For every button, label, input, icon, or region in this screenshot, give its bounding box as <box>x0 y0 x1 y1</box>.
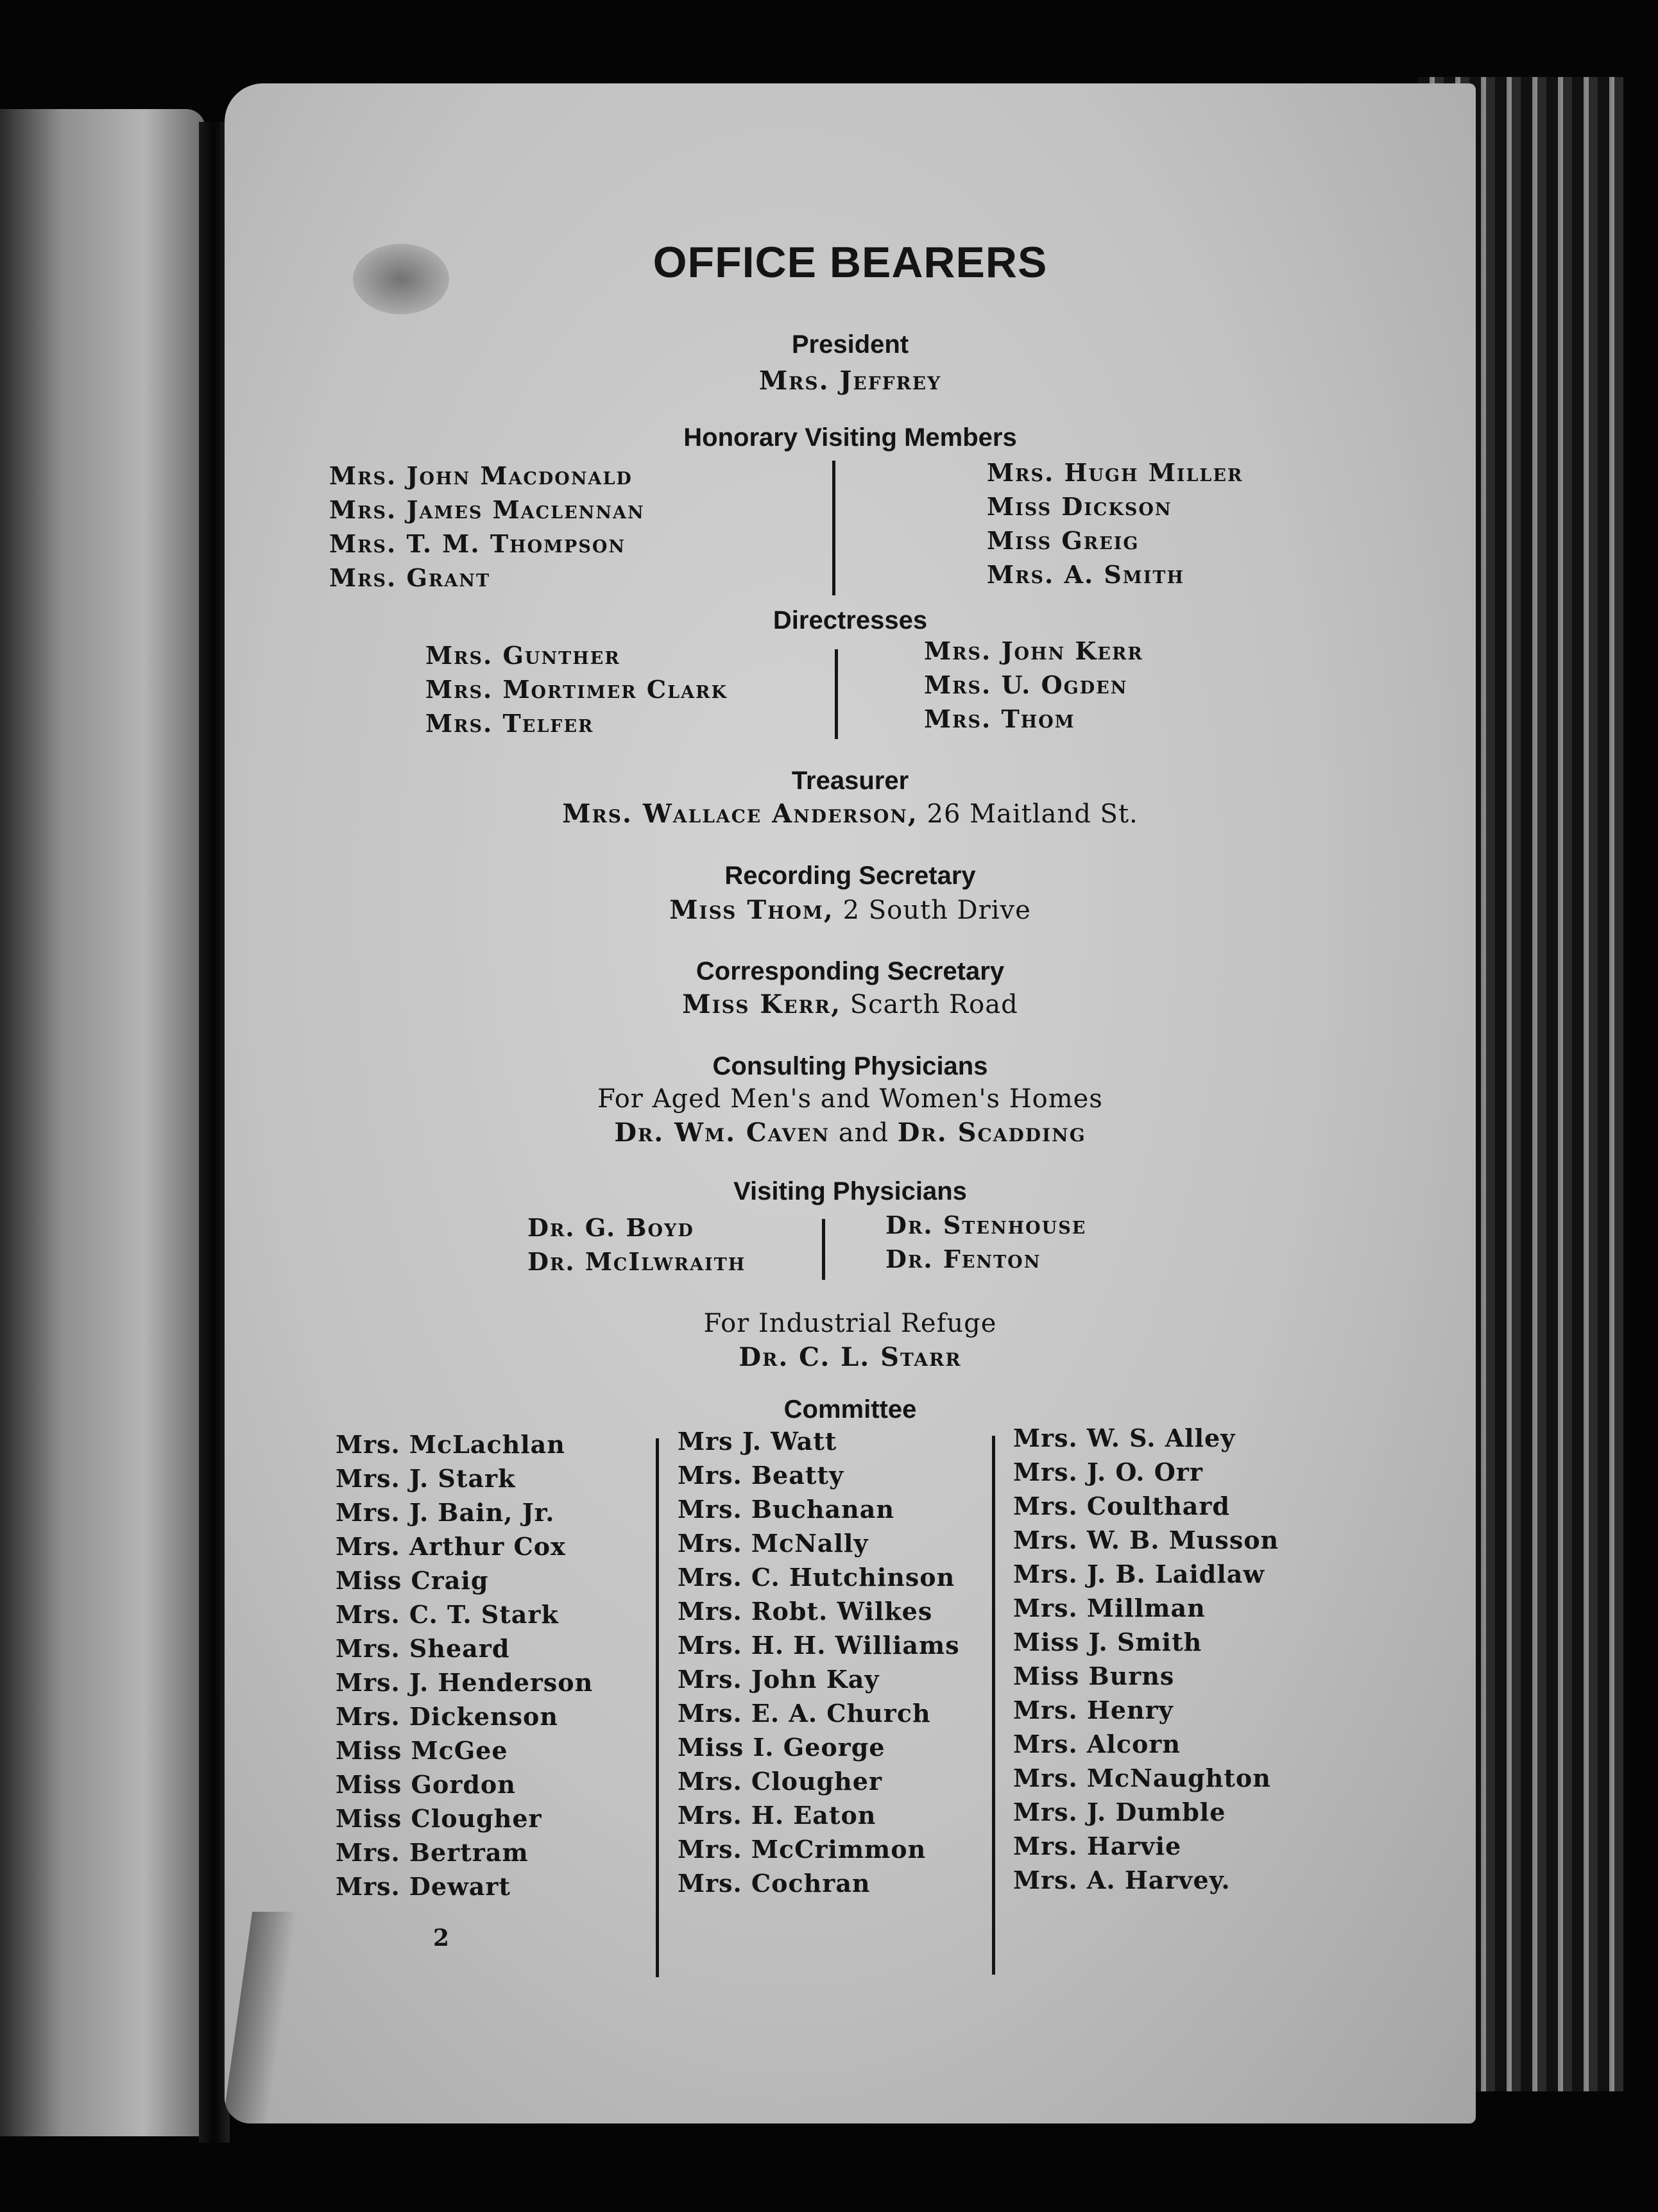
president-name: Mrs. Jeffrey <box>758 366 942 396</box>
list-item: Mrs. H. H. Williams <box>678 1631 960 1660</box>
recording-secretary-address: 2 South Drive <box>842 896 1031 925</box>
list-item: Mrs. J. Henderson <box>336 1668 594 1697</box>
list-item: Mrs. Henry <box>1013 1696 1174 1724</box>
page-number: 2 <box>433 1925 450 1952</box>
list-item: Mrs. J. Dumble <box>1013 1798 1226 1826</box>
list-item: Mrs. J. Stark <box>336 1464 516 1493</box>
list-item: Mrs. W. S. Alley <box>1013 1424 1236 1452</box>
list-item: Dr. McIlwraith <box>527 1247 746 1276</box>
list-item: Mrs. U. Ogden <box>924 670 1128 699</box>
list-item: Mrs. John Macdonald <box>329 461 633 490</box>
consulting-physicians-names <box>225 1118 1476 1148</box>
list-item: Mrs. J. B. Laidlaw <box>1013 1560 1265 1588</box>
list-item: Mrs. Sheard <box>336 1634 510 1663</box>
list-item: Miss Burns <box>1013 1662 1175 1690</box>
list-item: Mrs. A. Harvey. <box>1013 1866 1231 1894</box>
list-item: Mrs. T. M. Thompson <box>329 529 626 558</box>
directresses-right-list <box>924 634 1143 736</box>
list-item: Mrs. Dewart <box>336 1872 511 1901</box>
list-item: Mrs. McLachlan <box>336 1430 565 1459</box>
list-item: Mrs. J. Bain, Jr. <box>336 1498 555 1527</box>
committee-heading: Committee <box>783 1395 917 1424</box>
list-item: Dr. Fenton <box>885 1245 1041 1273</box>
list-item: Miss Dickson <box>987 492 1172 521</box>
honorary-heading: Honorary Visiting Members <box>683 423 1017 452</box>
recording-secretary-heading: Recording Secretary <box>724 862 976 890</box>
list-item: Mrs. Millman <box>1013 1594 1206 1622</box>
column-divider <box>835 649 838 739</box>
list-item: Mrs. John Kay <box>678 1665 880 1694</box>
list-item: Mrs. McCrimmon <box>678 1835 927 1864</box>
column-divider <box>656 1438 659 1977</box>
document-page <box>225 83 1476 2123</box>
list-item: Mrs. Arthur Cox <box>336 1532 566 1561</box>
consulting-physicians-heading: Consulting Physicians <box>712 1052 988 1080</box>
consulting-physicians-conj: and <box>838 1118 889 1148</box>
list-item: Mrs. Mortimer Clark <box>425 675 728 704</box>
list-item: Mrs. Alcorn <box>1013 1730 1181 1758</box>
treasurer-address: 26 Maitland St. <box>927 799 1138 829</box>
list-item: Mrs. Hugh Miller <box>987 458 1244 487</box>
list-item: Mrs. J. O. Orr <box>1013 1458 1203 1486</box>
list-item: Mrs. Telfer <box>425 709 594 738</box>
treasurer-name: Mrs. Wallace Anderson, <box>562 799 918 829</box>
directresses-left-list <box>425 638 728 740</box>
honorary-right-list <box>987 455 1243 591</box>
list-item: Mrs J. Watt <box>678 1427 837 1456</box>
page-title: OFFICE BEARERS <box>653 238 1048 287</box>
president-heading: President <box>791 330 909 359</box>
corresponding-secretary-line <box>225 989 1476 1019</box>
refuge-note: For Industrial Refuge <box>703 1309 997 1338</box>
list-item: Mrs. Dickenson <box>336 1702 558 1731</box>
consulting-physicians-note: For Aged Men's and Women's Homes <box>597 1084 1103 1114</box>
list-item: Mrs. Thom <box>924 704 1075 733</box>
list-item: Mrs. Clougher <box>678 1767 882 1796</box>
list-item: Mrs. Gunther <box>425 641 620 670</box>
page-stain <box>225 1912 297 2123</box>
list-item: Miss McGee <box>336 1736 508 1765</box>
list-item: Mrs. Beatty <box>678 1461 844 1490</box>
list-item: Mrs. Harvie <box>1013 1832 1182 1860</box>
treasurer-heading: Treasurer <box>791 767 909 795</box>
corresponding-secretary-address: Scarth Road <box>850 990 1018 1019</box>
committee-col-2 <box>678 1424 960 1900</box>
list-item: Mrs. E. A. Church <box>678 1699 931 1728</box>
directresses-heading: Directresses <box>773 606 928 634</box>
visiting-physicians-heading: Visiting Physicians <box>733 1177 967 1205</box>
list-item: Mrs. Grant <box>329 563 491 592</box>
list-item: Miss J. Smith <box>1013 1628 1202 1656</box>
facing-page <box>0 109 205 2136</box>
list-item: Mrs. C. Hutchinson <box>678 1563 955 1592</box>
list-item: Miss I. George <box>678 1733 885 1762</box>
list-item: Mrs. Coulthard <box>1013 1492 1230 1520</box>
visiting-physicians-left-list <box>527 1211 746 1279</box>
list-item: Mrs. Robt. Wilkes <box>678 1597 933 1626</box>
list-item: Mrs. A. Smith <box>987 560 1184 589</box>
list-item: Miss Greig <box>987 526 1140 555</box>
list-item: Mrs. Buchanan <box>678 1495 894 1524</box>
list-item: Miss Craig <box>336 1566 489 1595</box>
list-item: Mrs. C. T. Stark <box>336 1600 559 1629</box>
list-item: Mrs. Bertram <box>336 1838 529 1867</box>
committee-col-3 <box>1013 1421 1279 1897</box>
list-item: Mrs. McNaughton <box>1013 1764 1271 1792</box>
visiting-physicians-right-list <box>885 1208 1086 1276</box>
column-divider <box>822 1219 825 1280</box>
list-item: Mrs. W. B. Musson <box>1013 1526 1279 1554</box>
refuge-physician: Dr. C. L. Starr <box>739 1342 962 1372</box>
list-item: Dr. Stenhouse <box>885 1211 1087 1239</box>
corresponding-secretary-heading: Corresponding Secretary <box>696 957 1005 985</box>
honorary-left-list <box>329 459 645 595</box>
recording-secretary-line <box>225 895 1476 925</box>
column-divider <box>992 1436 995 1975</box>
treasurer-line <box>225 799 1476 829</box>
list-item: Miss Gordon <box>336 1770 516 1799</box>
consulting-physician-2: Dr. Scadding <box>897 1118 1086 1148</box>
list-item: Mrs. James Maclennan <box>329 495 645 524</box>
column-divider <box>832 461 835 595</box>
list-item: Dr. G. Boyd <box>527 1213 694 1242</box>
corresponding-secretary-name: Miss Kerr, <box>682 989 841 1019</box>
consulting-physician-1: Dr. Wm. Caven <box>614 1118 830 1148</box>
list-item: Mrs. McNally <box>678 1529 869 1558</box>
list-item: Mrs. John Kerr <box>924 636 1143 665</box>
list-item: Mrs. Cochran <box>678 1869 871 1898</box>
list-item: Mrs. H. Eaton <box>678 1801 876 1830</box>
committee-col-1 <box>336 1427 593 1903</box>
list-item: Miss Clougher <box>336 1804 542 1833</box>
recording-secretary-name: Miss Thom, <box>669 895 834 925</box>
